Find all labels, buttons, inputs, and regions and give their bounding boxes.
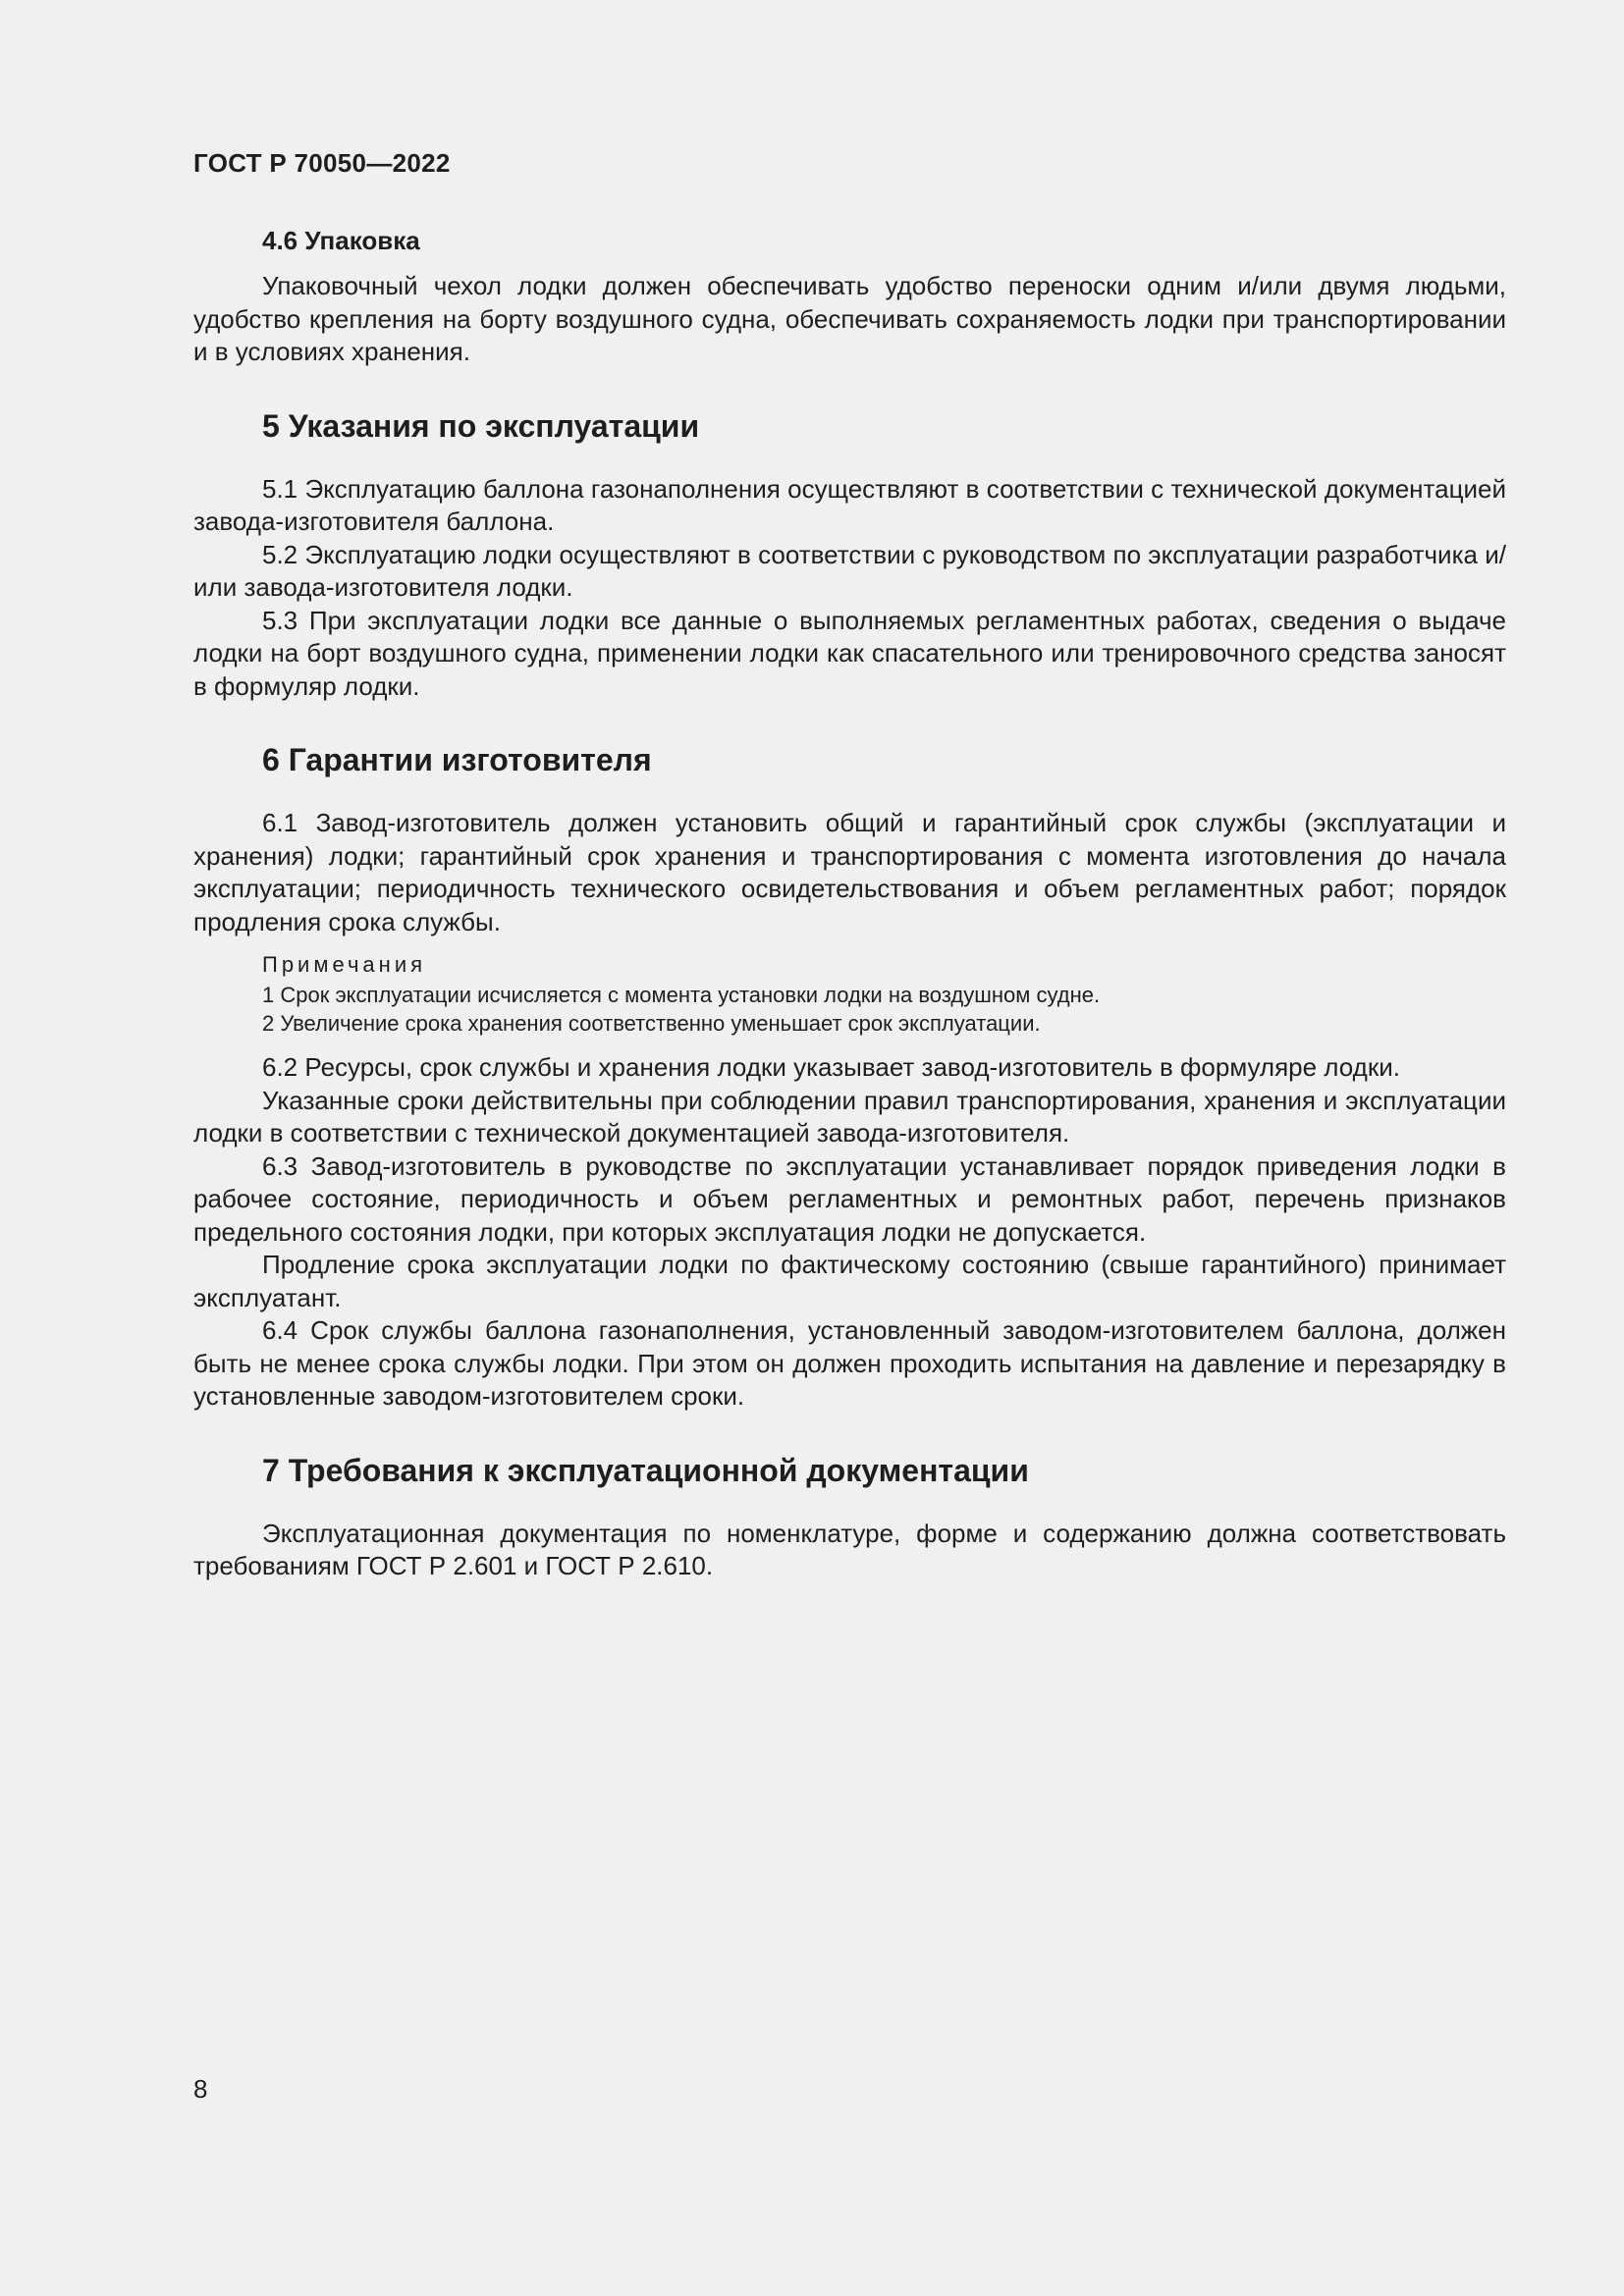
section-7 [193,1451,1506,1583]
page-number: 8 [193,2074,208,2104]
paragraph-6-2-continued: Указанные сроки действительны при соблюдении правил транспортирования, хранения и эксплуатации лодки в соответствии с технической документацией завода-изготовителя. [193,1085,1506,1148]
paragraph-6-3: 6.3 Завод-изготовитель в руководстве по эксплуатации устанавливает порядок приведения лодки в рабочее состояние, периодичность и объем регламентных и ремонтных работ, перечень признаков предельного состояния лодки, при которых эксплуатация лодки не допускается. [193,1150,1506,1247]
section-5 [193,406,1506,704]
section-6-heading: 6 Гарантии изготовителя [262,742,652,777]
paragraph-6-2: 6.2 Ресурсы, срок службы и хранения лодки указывает завод-изготовитель в формуляре лодки. [262,1052,1400,1082]
section-6 [193,740,1506,1414]
paragraph-4-6: Упаковочный чехол лодки должен обеспечивать удобство переноски одним и/или двумя людьми, удобство крепления на борту воздушного судна, обеспечивать сохраняемость лодки при транспортировании и в условиях хранения. [193,271,1506,366]
page-content [193,221,1506,1583]
paragraph-6-3-continued: Продление срока эксплуатации лодки по фактическому состоянию (свыше гарантийного) принимает эксплуатант. [193,1250,1506,1312]
section-4-6 [193,221,1506,369]
paragraph-6-4: 6.4 Срок службы баллона газонаполнения, установленный заводом-изготовителем баллона, должен быть не менее срока службы лодки. При этом он должен проходить испытания на давление и перезарядку в установленные заводом-изготовителем сроки. [193,1315,1506,1411]
notes-block [262,950,1506,1038]
paragraph-5-3: 5.3 При эксплуатации лодки все данные о выполняемых регламентных работах, сведения о выдаче лодки на борт воздушного судна, применении лодки как спасательного или тренировочного средства заносят в формуляр лодки. [193,605,1506,701]
note-item-2: 2 Увеличение срока хранения соответственно уменьшает срок эксплуатации. [262,1011,1041,1036]
note-item-1: 1 Срок эксплуатации исчисляется с момента установки лодки на воздушном судне. [262,983,1101,1007]
paragraph-6-1: 6.1 Завод-изготовитель должен установить общий и гарантийный срок службы (эксплуатации и хранения) лодки; гарантийный срок хранения и транспортирования с момента изготовления до начала эксплуатации; периодичность технического освидетельствования и объем регламентных работ; порядок продления срока службы. [193,808,1506,936]
paragraph-7: Эксплуатационная документация по номенклатуре, форме и содержанию должна соответствовать требованиям ГОСТ Р 2.601 и ГОСТ Р 2.610. [193,1518,1506,1580]
document-code-header: ГОСТ Р 70050—2022 [193,148,451,178]
paragraph-5-1: 5.1 Эксплуатацию баллона газонаполнения осуществляют в соответствии с технической документацией завода-изготовителя баллона. [193,473,1506,536]
section-5-heading: 5 Указания по эксплуатации [262,407,700,444]
section-7-heading: 7 Требования к эксплуатационной документации [262,1452,1029,1488]
notes-title: Примечания [262,952,427,977]
section-4-6-heading: 4.6 Упаковка [262,226,420,255]
paragraph-5-2: 5.2 Эксплуатацию лодки осуществляют в соответствии с руководством по эксплуатации разработчика и/или завода-изготовителя лодки. [193,539,1506,602]
